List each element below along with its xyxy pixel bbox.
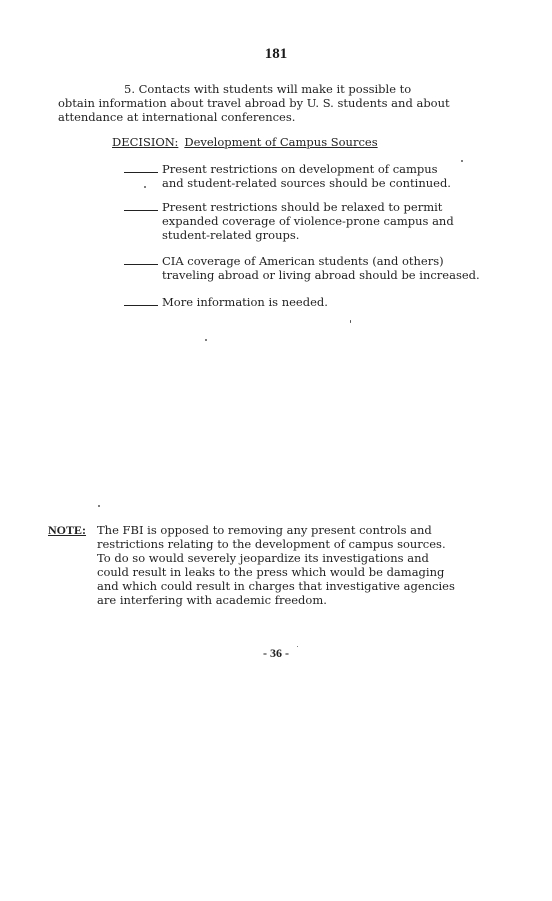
option-text: More information is needed. bbox=[162, 295, 328, 309]
decision-label: DECISION: bbox=[112, 135, 179, 149]
paragraph-line: 5. Contacts with students will make it possible to bbox=[124, 82, 412, 96]
note-line: and which could result in charges that investigative agencies bbox=[97, 579, 455, 593]
checkbox-blank-line[interactable] bbox=[124, 264, 158, 265]
option-text: and student-related sources should be continued. bbox=[162, 176, 451, 190]
scan-speck bbox=[461, 160, 463, 162]
decision-option-2 bbox=[124, 200, 504, 242]
decision-title: Development of Campus Sources bbox=[184, 135, 378, 149]
scan-speck bbox=[98, 505, 100, 507]
paragraph-line: obtain information about travel abroad by U. S. students and about bbox=[58, 96, 450, 110]
checkbox-blank-line[interactable] bbox=[124, 305, 158, 306]
page-number-bottom: - 36 - bbox=[263, 646, 289, 660]
checkbox-blank-line[interactable] bbox=[124, 172, 158, 173]
option-text: traveling abroad or living abroad should be increased. bbox=[162, 268, 480, 282]
scan-speck bbox=[205, 339, 207, 341]
decision-option-4 bbox=[124, 295, 504, 309]
note-label: NOTE: bbox=[48, 523, 87, 537]
decision-heading bbox=[112, 135, 378, 149]
note-line: The FBI is opposed to removing any present controls and bbox=[97, 523, 432, 537]
paragraph-line: attendance at international conferences. bbox=[58, 110, 296, 124]
checkbox-blank-line[interactable] bbox=[124, 210, 158, 211]
note-line: restrictions relating to the development of campus sources. bbox=[97, 537, 446, 551]
page-number-top: 181 bbox=[264, 46, 288, 62]
note-line: could result in leaks to the press which would be damaging bbox=[97, 565, 445, 579]
scan-speck bbox=[350, 320, 351, 323]
option-text: student-related groups. bbox=[162, 228, 300, 242]
option-text: Present restrictions on development of campus bbox=[162, 162, 438, 176]
scan-speck bbox=[297, 646, 298, 647]
paragraph-5 bbox=[58, 82, 488, 124]
decision-option-3 bbox=[124, 254, 504, 282]
note-body bbox=[97, 523, 497, 607]
option-text: Present restrictions should be relaxed to permit bbox=[162, 200, 443, 214]
decision-option-1 bbox=[124, 162, 504, 190]
option-text: CIA coverage of American students (and others) bbox=[162, 254, 444, 268]
option-text: expanded coverage of violence-prone campus and bbox=[162, 214, 454, 228]
scan-speck bbox=[144, 186, 146, 188]
note-line: To do so would severely jeopardize its investigations and bbox=[97, 551, 429, 565]
note-line: are interfering with academic freedom. bbox=[97, 593, 327, 607]
